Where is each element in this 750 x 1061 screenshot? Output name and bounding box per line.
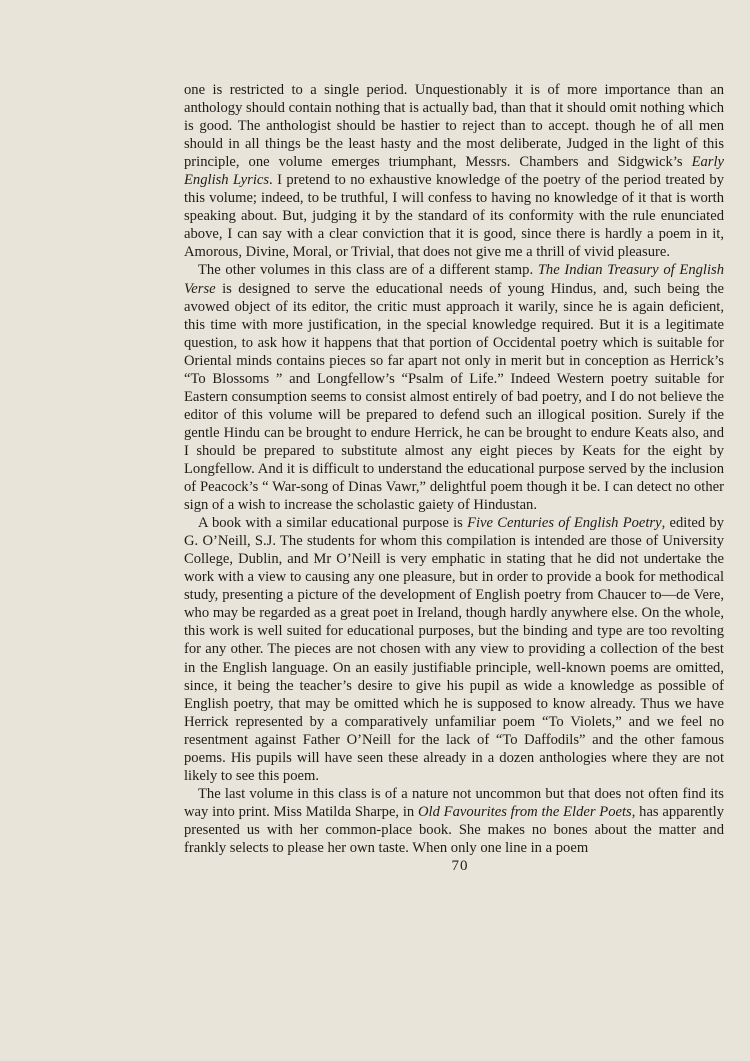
page-number: 70 [451, 858, 469, 874]
title-five-centuries: Five Centuries of English Poetry [467, 515, 662, 532]
paragraph-4: The last volume in this class is of a nature not uncommon but that does not often find its way into print. Miss Matilda Sharpe, in Old Favourites from the Elder Poets, has apparently presented us with her common-place book. She makes no bones about the matter and frankly selects to please her own taste. When only one line in a poem [184, 785, 724, 856]
paragraph-2: The other volumes in this class are of a different stamp. The Indian Treasury of English Verse is designed to serve the educational needs of young Hindus, and, such being the avowed object of its editor, the critic must approach it warily, since he is again deficient, this time with more justification, in the special knowledge required. But it is a legitimate question, to ask how it happens that that portion of Occidental poetry which is suitable for Oriental minds contains pieces so far apart not only in merit but in conception as Herrick’s “To Blossoms ” and Longfellow’s “Psalm of Life.” Indeed Western poetry suitable for Eastern consumption seems to consist almost entirely of bad poetry, and I do not believe the editor of this volume will be prepared to defend such an illogical position. Surely if the gentle Hindu can be brought to endure Herrick, he can be brought to endure Keats also, and I should be prepared to substitute almost any eight pieces by Keats for the eight by Longfellow. And it is difficult to understand the educational purpose served by the inclusion of Peacock’s “ War-song of Dinas Vawr,” delightful poem though it be. I can detect no other sign of a wish to increase the scholastic gaiety of Hindustan. [184, 262, 724, 514]
paragraph-1: one is restricted to a single period. Unquestionably it is of more importance than an anthology should contain nothing that is actually bad, than that it should omit nothing which is good. The anthologist should be hastier to reject than to accept. though he of all men should in all things be the least hasty and the most deliberate, Judged in the light of this principle, one volume emerges triumphant, Messrs. Chambers and Sidgwick’s Early English Lyrics. I pretend to no exhaustive knowledge of the poetry of the period treated by this volume; indeed, to be truthful, I will confess to having no knowledge of it that is worth speaking about. But, judging it by the standard of its conformity with the rule enunciated above, I can say with a clear conviction that it is good, since there is hardly a poem in it, Amorous, Divine, Moral, or Trivial, that does not give me a thrill of vivid pleasure. [184, 82, 725, 261]
paragraph-3: A book with a similar educational purpose is Five Centuries of English Poetry, edited by G. O’Neill, S.J. The students for whom this compilation is intended are those of University College, Dublin, and Mr O’Neill is very emphatic in stating that he did not undertake the work with a view to causing any one pleasure, but in order to provide a book for methodical study, presenting a picture of the development of English poetry from Chaucer to—de Vere, who may be regarded as a great poet in Ireland, though hardly anywhere else. On the whole, this work is well suited for educational purposes, but the binding and type are too revolting for any other. The pieces are not chosen with any view to providing a collection of the best in the English language. On an easily justifiable principle, well-known poems are omitted, since, it being the teacher’s desire to give his pupil as wide a knowledge as possible of English poetry, that may be omitted which he is supposed to know already. Thus we have Herrick represented by a comparatively unfamiliar poem “To Violets,” and we feel no resentment against Father O’Neill for the lack of “To Daffodils” and the other famous poems. His pupils will have seen these already in a dozen anthologies where they are not likely to see this poem. [184, 515, 724, 784]
title-indian-treasury: The Indian Treasury of English Verse [184, 262, 724, 297]
title-early-english-lyrics: Early English Lyrics [184, 154, 724, 189]
body-text [184, 81, 724, 857]
title-old-favourites: Old Favourites from the Elder Poets [418, 803, 632, 820]
